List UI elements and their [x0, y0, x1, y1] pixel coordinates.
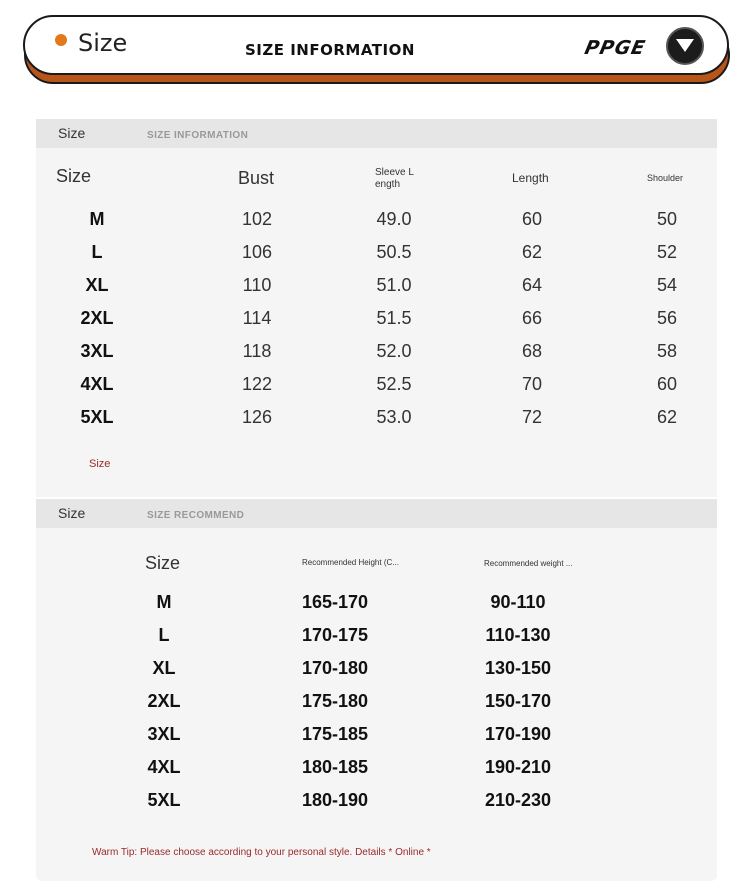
- size-note: Size: [89, 458, 111, 470]
- size-cell: M: [89, 209, 105, 229]
- measurement-cell: 51.0: [376, 275, 412, 295]
- measurement-cell: 66: [521, 308, 543, 328]
- measurement-cell: 118: [242, 341, 272, 361]
- col-header-size: Size: [56, 166, 92, 186]
- measurement-cell: 110: [242, 275, 272, 295]
- measurement-cell: 49.0: [376, 209, 412, 229]
- measurement-cell: 102: [241, 209, 273, 229]
- weight-cell: 130-150: [484, 658, 552, 678]
- accent-dot: [55, 34, 67, 46]
- section-band: [36, 499, 717, 528]
- measurement-cell: 53.0: [376, 407, 412, 427]
- size-cell: 5XL: [147, 790, 181, 810]
- measurement-cell: 50: [656, 209, 678, 229]
- weight-cell: 90-110: [490, 592, 546, 612]
- band-title: SIZE RECOMMEND: [147, 510, 245, 521]
- size-cell: M: [156, 592, 172, 612]
- measurement-cell: 68: [521, 341, 543, 361]
- size-cell: 4XL: [80, 374, 114, 394]
- height-cell: 165-170: [301, 592, 369, 612]
- section-band: [36, 119, 717, 148]
- warm-tip: Warm Tip: Please choose according to your personal style. Details * Online *: [92, 847, 431, 858]
- measurement-cell: 51.5: [376, 308, 412, 328]
- size-information-panel: [36, 119, 717, 497]
- size-cell: 5XL: [80, 407, 114, 427]
- measurement-cell: 122: [241, 374, 273, 394]
- height-cell: 170-180: [301, 658, 369, 678]
- size-recommend-panel: [36, 499, 717, 881]
- band-title: SIZE INFORMATION: [147, 130, 249, 141]
- weight-cell: 150-170: [484, 691, 552, 711]
- col-header-bust: Bust: [238, 168, 275, 188]
- height-cell: 175-185: [301, 724, 369, 744]
- size-cell: 3XL: [80, 341, 114, 361]
- measurement-cell: 62: [521, 242, 543, 262]
- band-size-label: Size: [58, 505, 86, 521]
- height-cell: 175-180: [301, 691, 369, 711]
- size-cell: XL: [85, 275, 109, 295]
- dropdown-button[interactable]: [666, 27, 704, 65]
- measurement-cell: 60: [656, 374, 678, 394]
- size-cell: 3XL: [147, 724, 181, 744]
- col-header-weight: Recommended weight ...: [484, 559, 573, 568]
- measurement-cell: 106: [241, 242, 273, 262]
- band-size-label: Size: [58, 125, 86, 141]
- chevron-down-icon: [675, 38, 695, 54]
- col-header-size: Size: [145, 553, 181, 573]
- header-size-label: Size: [78, 29, 128, 57]
- col-header-height: Recommended Height (C...: [302, 558, 399, 567]
- measurement-cell: 60: [521, 209, 543, 229]
- size-cell: 2XL: [80, 308, 114, 328]
- size-cell: L: [91, 242, 103, 262]
- measurement-cell: 50.5: [376, 242, 412, 262]
- weight-cell: 190-210: [484, 757, 552, 777]
- col-header-sleeve: Sleeve L ength: [375, 167, 414, 190]
- measurement-cell: 56: [656, 308, 678, 328]
- brand-logo: PPGE: [582, 37, 648, 59]
- col-header-length: Length: [512, 171, 549, 185]
- measurement-cell: 58: [656, 341, 678, 361]
- size-cell: 4XL: [147, 757, 181, 777]
- height-cell: 180-185: [301, 757, 369, 777]
- measurement-cell: 64: [521, 275, 543, 295]
- size-cell: 2XL: [147, 691, 181, 711]
- measurement-cell: 72: [521, 407, 543, 427]
- weight-cell: 110-130: [485, 625, 551, 645]
- measurement-cell: 126: [241, 407, 273, 427]
- measurement-cell: 52.0: [376, 341, 412, 361]
- measurement-cell: 70: [521, 374, 543, 394]
- weight-cell: 170-190: [484, 724, 552, 744]
- weight-cell: 210-230: [484, 790, 552, 810]
- height-cell: 180-190: [301, 790, 369, 810]
- measurement-cell: 52.5: [376, 374, 412, 394]
- size-cell: XL: [152, 658, 176, 678]
- measurement-cell: 54: [656, 275, 678, 295]
- measurement-cell: 114: [242, 308, 272, 328]
- header-bar: [23, 15, 729, 75]
- height-cell: 170-175: [301, 625, 369, 645]
- measurement-cell: 52: [656, 242, 678, 262]
- col-header-shoulder: Shoulder: [647, 173, 684, 183]
- header-title: SIZE INFORMATION: [245, 41, 415, 59]
- measurement-cell: 62: [656, 407, 678, 427]
- size-cell: L: [158, 625, 170, 645]
